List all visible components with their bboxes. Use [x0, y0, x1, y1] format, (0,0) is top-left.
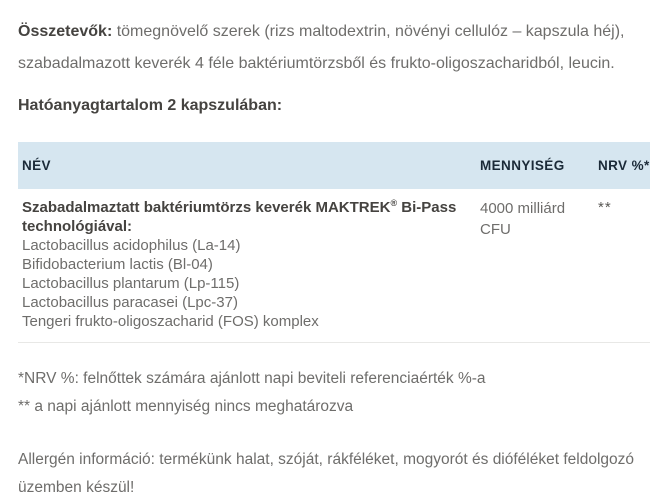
col-header-quantity: MENNYISÉG [480, 157, 565, 173]
registered-trademark-mark: ® [390, 198, 398, 208]
quantity-cell [480, 198, 598, 240]
quantity-unit: CFU [480, 221, 511, 238]
ingredients-label: Összetevők: [18, 23, 113, 40]
ingredients-text: tömegnövelő szerek (rizs maltodextrin, növényi cellulóz – kapszula héj), szabadalmazott keverék 4 féle baktériumtörzsből és frukto-oligoszacharidból, leucin. [18, 23, 625, 72]
component-line: Lactobacillus paracasei (Lpc-37) [22, 294, 238, 311]
component-line: Tengeri frukto-oligoszacharid (FOS) komplex [22, 313, 319, 330]
ingredient-title [22, 199, 466, 236]
component-line: Bifidobacterium lactis (Bl-04) [22, 256, 213, 273]
ingredient-name-cell [18, 198, 480, 331]
ingredient-title-part1: Szabadalmaztatt baktériumtörzs keverék MAKTREK [22, 199, 391, 216]
nrv-cell: ** [598, 199, 612, 216]
footnote-daily-amount: ** a napi ajánlott mennyiség nincs meghatározva [18, 398, 354, 415]
component-line: Lactobacillus plantarum (Lp-115) [22, 275, 240, 292]
dosage-heading: Hatóanyagtartalom 2 kapszulában: [18, 97, 283, 114]
col-header-name: NÉV [22, 157, 51, 173]
ingredients-paragraph [18, 16, 650, 80]
quantity-value: 4000 milliárd [480, 200, 566, 217]
table-row [18, 189, 650, 343]
allergen-paragraph: Allergén információ: termékünk halat, szóját, rákféléket, mogyorót és dióféléket feldolgozó üzemben készül! [18, 451, 635, 496]
table-header-row [18, 142, 650, 189]
ingredient-title-line2: technológiával: [22, 218, 133, 235]
component-line: Lactobacillus acidophilus (La-14) [22, 237, 241, 254]
ingredient-title-part2: Bi-Pass [397, 199, 457, 216]
col-header-nrv: NRV %* [598, 157, 650, 173]
footnote-nrv: *NRV %: felnőttek számára ajánlott napi beviteli referenciaérték %-a [18, 370, 486, 387]
footnotes-block [18, 365, 650, 421]
nutrition-table [18, 142, 650, 343]
